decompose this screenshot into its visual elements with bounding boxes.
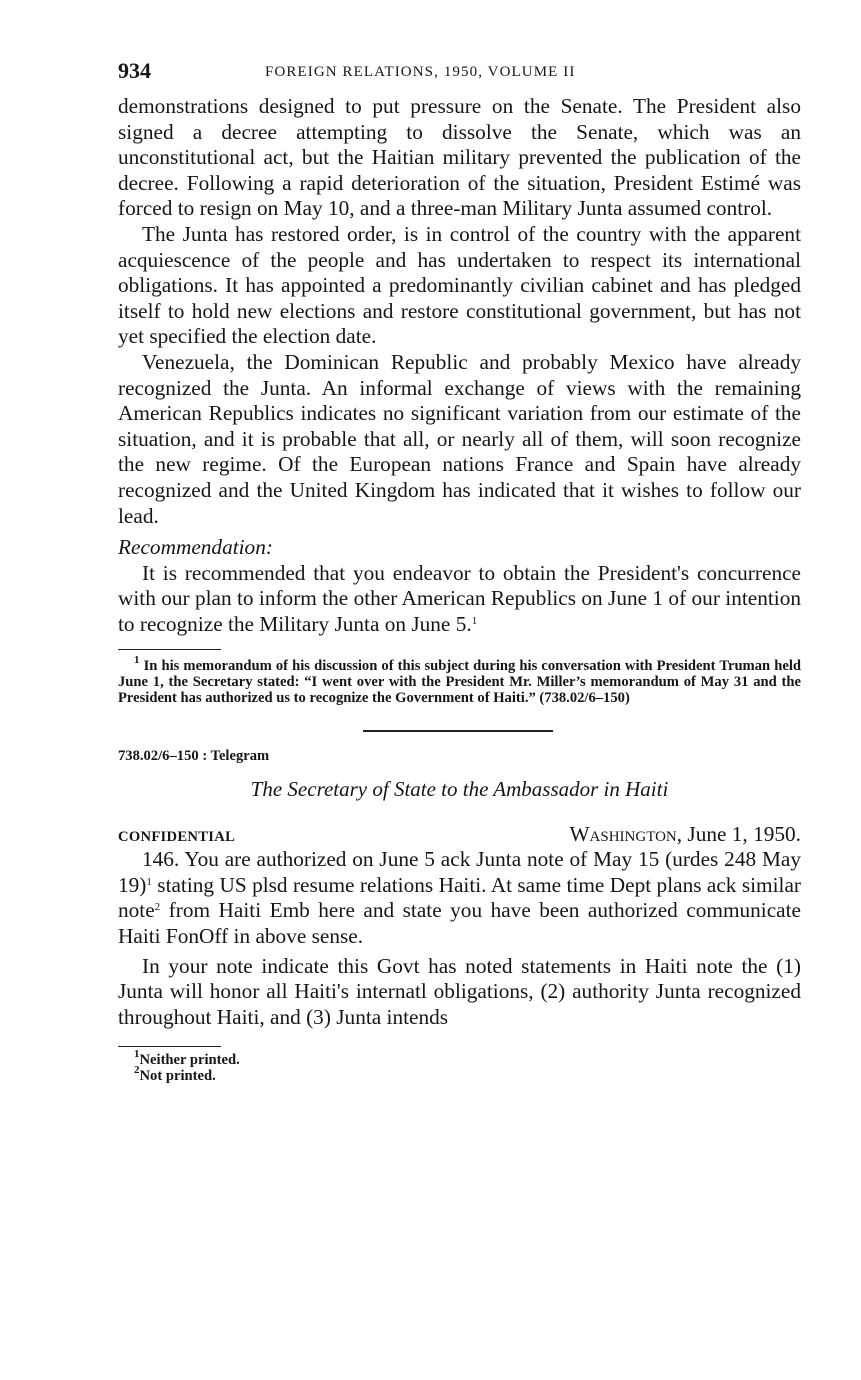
paragraph-1: demonstrations designed to put pressure on the Senate. The President also signed a decree attempting to dissolve the Senate, which was an unconstitutional act, but the Haitian military prevented the publication of the decree. Following a rapid deterioration of the situation, President Estimé was forced to resign on May 10, and a three-man Military Junta assumed control. — [118, 94, 801, 221]
document-reference: 738.02/6–150 : Telegram — [118, 748, 270, 765]
footnote-1-mark: 1 — [134, 654, 140, 667]
date: , June 1, 1950. — [676, 822, 801, 847]
footnote-bottom-1 — [134, 1048, 801, 1069]
footnote-bottom-2 — [134, 1064, 801, 1085]
telegram-paragraph-2: In your note indicate this Govt has noted statements in Haiti note the (1) Junta will honor all Haiti's internatl obligations, (2) authority Junta recognized throughout Haiti, and (3) Junta intends — [118, 953, 801, 1029]
telegram-paragraph-1 — [118, 847, 801, 949]
recommendation-heading: Recommendation: — [118, 535, 273, 560]
footnote-divider-bottom — [118, 1046, 221, 1047]
page-number: 934 — [118, 58, 151, 83]
paragraph-recommendation — [118, 561, 801, 638]
footnote-bottom-1-mark: 1 — [134, 1048, 140, 1061]
paragraph-3: Venezuela, the Dominican Republic and probably Mexico have already recognized the Junta. An informal exchange of views with the remaining American Republics indicates no significant variation from our estimate of the situation, and it is probable that all, or nearly all of them, will soon recognize the new regime. Of the European nations France and Spain have already recognized and the United Kingdom has indicated that it wishes to follow our lead. — [118, 349, 801, 528]
footnote-1 — [118, 654, 801, 706]
footnote-bottom-1-text: Neither printed. — [139, 1052, 240, 1069]
document-title: The Secretary of State to the Ambassador in Haiti — [250, 777, 669, 802]
place: Washington — [569, 822, 677, 847]
footnote-1-text: In his memorandum of his discussion of this subject during his conversation with President Truman held June 1, the Secretary stated: “I went over with the President Mr. Miller’s memorandum of May 31 and the President has authorized us to recognize the Government of Haiti.” (738.02/6–150) — [118, 658, 801, 706]
page-header — [118, 54, 801, 94]
footnote-mark: 1 — [471, 614, 478, 627]
telegram-mark-1: 1 — [146, 875, 152, 888]
paragraph-2: The Junta has restored order, is in control of the country with the apparent acquiescence of the people and has undertaken to respect its international obligations. It has appointed a predominantly civilian cabinet and has pledged itself to hold new elections and restore constitutional government, but has not yet specified the election date. — [118, 221, 801, 349]
footnote-divider — [118, 649, 221, 650]
telegram-text-c: from Haiti Emb here and state you have been authorized communicate Haiti FonOff in above sense. — [118, 898, 801, 949]
place-and-date — [569, 822, 801, 847]
running-head: FOREIGN RELATIONS, 1950, VOLUME II — [265, 64, 576, 80]
dateline — [118, 822, 801, 847]
telegram-text-a: 146. You are authorized on June 5 ack Junta note of May 15 (urdes 248 May 19) — [118, 847, 801, 897]
telegram-mark-2: 2 — [154, 901, 161, 914]
footnote-bottom-2-mark: 2 — [134, 1064, 140, 1076]
recommendation-text: It is recommended that you endeavor to obtain the President's concurrence with our plan to inform the other American Republics on June 1 of our intention to recognize the Military Junta on June 5. — [118, 560, 801, 636]
document-page — [118, 54, 801, 1085]
telegram-text-b: stating US plsd resume relations Haiti. At same time Dept plans ack similar note — [118, 872, 801, 923]
classification-label: CONFIDENTIAL — [118, 829, 236, 846]
footnote-bottom-2-text: Not printed. — [139, 1068, 216, 1084]
section-divider — [363, 730, 553, 732]
